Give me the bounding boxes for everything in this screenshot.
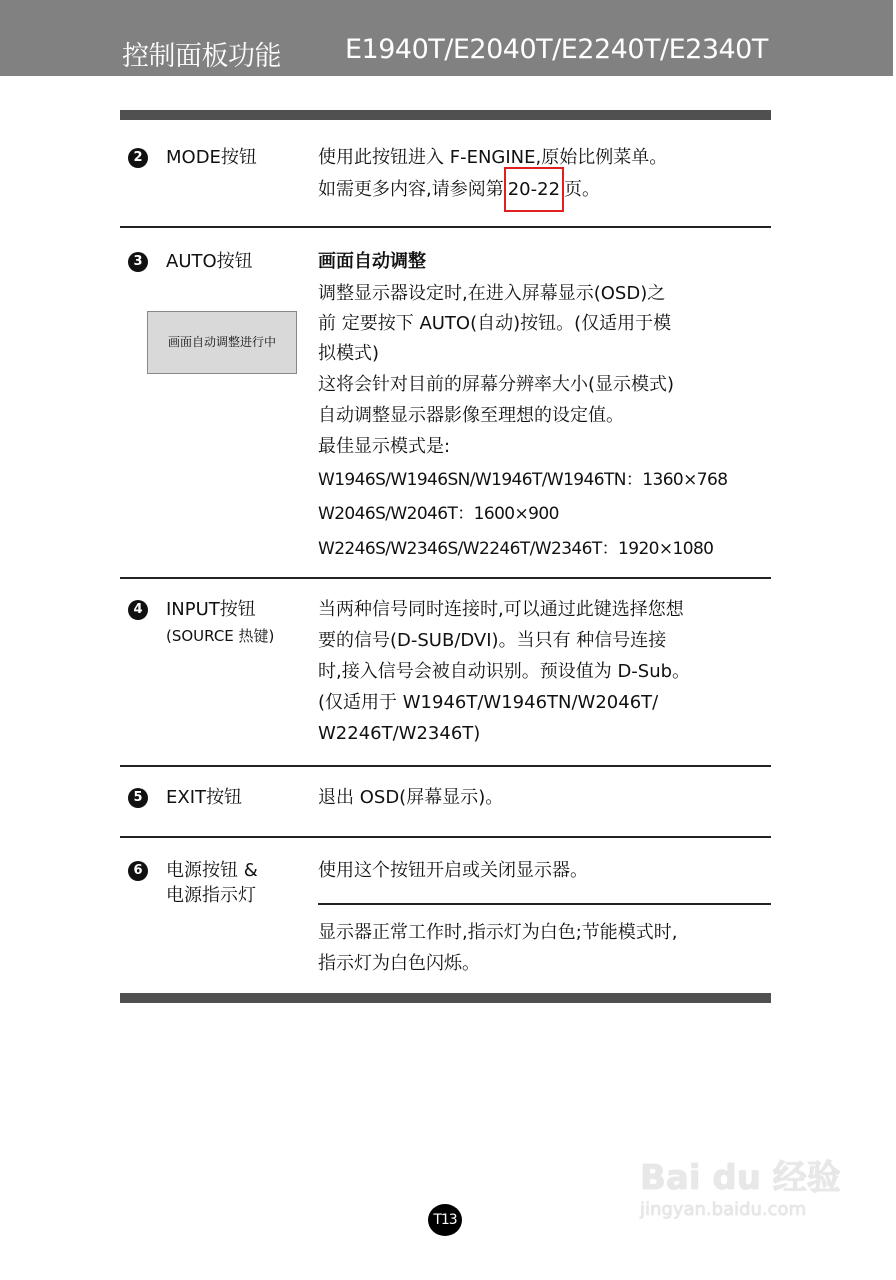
number-badge: 6 xyxy=(128,861,148,881)
desc-line: 当两种信号同时连接时,可以通过此键选择您想 xyxy=(318,599,684,620)
osd-message-box: 画面自动调整进行中 xyxy=(147,311,297,374)
header-models: E1940T/E2040T/E2240T/E2340T xyxy=(345,34,768,65)
divider xyxy=(120,577,771,579)
power-indicator-label: 电源指示灯 xyxy=(166,885,256,906)
desc-line: 使用这个按钮开启或关闭显示器。 xyxy=(318,860,588,881)
exit-button-label: EXIT按钮 xyxy=(166,787,243,808)
desc-line: W2246S/W2346S/W2246T/W2346T：1920×1080 xyxy=(318,539,714,559)
desc-line: 要的信号(D-SUB/DVI)。当只有 种信号连接 xyxy=(318,630,667,651)
desc-line: (仅适用于 W1946T/W1946TN/W2046T/ xyxy=(318,692,659,713)
desc-line: W1946S/W1946SN/W1946T/W1946TN：1360×768 xyxy=(318,470,728,490)
input-button-label: INPUT按钮 xyxy=(166,599,256,620)
desc-line: W2246T/W2346T) xyxy=(318,723,481,744)
page-header xyxy=(0,0,893,76)
number-badge: 5 xyxy=(128,788,148,808)
desc-line: W2046S/W2046T：1600×900 xyxy=(318,504,559,524)
page-number: T13 xyxy=(428,1204,462,1236)
baidu-watermark xyxy=(640,1150,841,1220)
desc-line: 退出 OSD(屏幕显示)。 xyxy=(318,787,504,808)
desc-line: 时,接入信号会被自动识别。预设值为 D-Sub。 xyxy=(318,661,691,682)
desc-line: 拟模式) xyxy=(318,343,380,364)
desc-line: 最佳显示模式是: xyxy=(318,436,451,457)
top-rule xyxy=(120,110,771,120)
desc-line: 指示灯为白色闪烁。 xyxy=(318,953,480,974)
header-title: 控制面板功能 xyxy=(122,41,281,72)
watermark-url: jingyan.baidu.com xyxy=(640,1199,807,1220)
watermark-brand: Bai du 经验 xyxy=(640,1158,841,1198)
bottom-rule xyxy=(120,993,771,1003)
desc-text: 页。 xyxy=(564,179,601,200)
number-badge: 2 xyxy=(128,148,148,168)
desc-line: 使用此按钮进入 F-ENGINE,原始比例菜单。 xyxy=(318,147,668,168)
desc-text: 如需更多内容,请参阅第 xyxy=(318,179,504,200)
auto-button-label: AUTO按钮 xyxy=(166,251,253,272)
desc-line: 这将会针对目前的屏幕分辨率大小(显示模式) xyxy=(318,374,675,395)
divider xyxy=(120,836,771,838)
section-title: 画面自动调整 xyxy=(318,251,426,272)
divider xyxy=(318,903,771,905)
divider xyxy=(120,765,771,767)
desc-line: 调整显示器设定时,在进入屏幕显示(OSD)之 xyxy=(318,283,666,304)
desc-line: 自动调整显示器影像至理想的设定值。 xyxy=(318,405,624,426)
mode-button-label: MODE按钮 xyxy=(166,147,257,168)
desc-line: 显示器正常工作时,指示灯为白色;节能模式时, xyxy=(318,922,678,943)
desc-line: 前 定要按下 AUTO(自动)按钮。(仅适用于模 xyxy=(318,313,672,334)
number-badge: 4 xyxy=(128,600,148,620)
desc-line xyxy=(318,179,600,201)
divider xyxy=(120,226,771,228)
power-button-label: 电源按钮 & xyxy=(166,860,258,881)
input-button-sublabel: (SOURCE 热键) xyxy=(166,627,275,645)
highlighted-page-range: 20-22 xyxy=(504,167,564,212)
number-badge: 3 xyxy=(128,252,148,272)
